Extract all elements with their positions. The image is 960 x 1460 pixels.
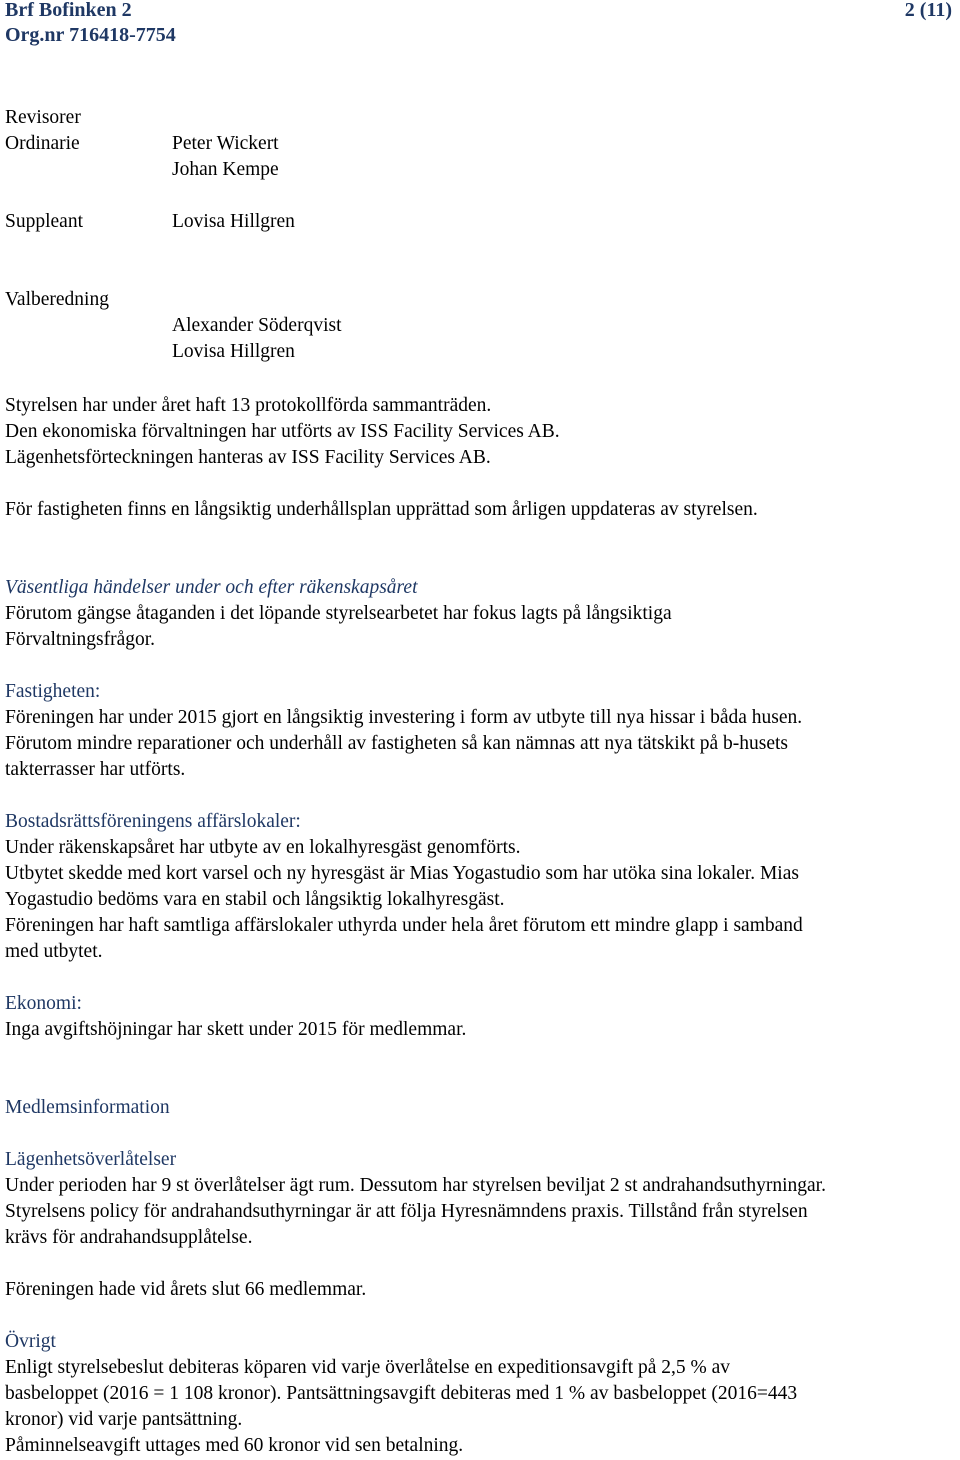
commercial-line: med utbytet. (5, 941, 103, 962)
property-line: Föreningen har under 2015 gjort en långsiktig investering i form av utbyte till nya hissar i båda husen. (5, 707, 803, 728)
commercial-heading: Bostadsrättsföreningens affärslokaler: (5, 811, 301, 832)
other-line: kronor) vid varje pantsättning. (5, 1409, 243, 1430)
transfers-line: Styrelsens policy för andrahandsuthyrningar är att följa Hyresnämndens praxis. Tillstånd från styrelsen (5, 1201, 808, 1222)
deputy-label: Suppleant (5, 211, 83, 232)
nomination-name: Lovisa Hillgren (172, 341, 295, 362)
property-heading: Fastigheten: (5, 681, 101, 702)
commercial-line: Föreningen har haft samtliga affärslokaler uthyrda under hela året förutom ett mindre glapp i samband (5, 915, 803, 936)
economy-line: Inga avgiftshöjningar har skett under 2015 för medlemmar. (5, 1019, 467, 1040)
commercial-line: Yogastudio bedöms vara en stabil och långsiktig lokalhyresgäst. (5, 889, 505, 910)
commercial-line: Utbytet skedde med kort varsel och ny hyresgäst är Mias Yogastudio som har utöka sina lokaler. Mias (5, 863, 799, 884)
property-line: Förutom mindre reparationer och underhåll av fastigheten så kan nämnas att nya tätskikt på b-husets (5, 733, 789, 754)
commercial-line: Under räkenskapsåret har utbyte av en lokalhyresgäst genomförts. (5, 837, 521, 858)
other-line: Påminnelseavgift uttages med 60 kronor vid sen betalning. (5, 1435, 464, 1456)
transfers-line: Under perioden har 9 st överlåtelser ägt rum. Dessutom har styrelsen beviljat 2 st andrahandsuthyrningar. (5, 1175, 826, 1196)
nomination-name: Alexander Söderqvist (172, 315, 342, 336)
other-line: Enligt styrelsebeslut debiteras köparen vid varje överlåtelse en expeditionsavgift på 2,5 % av (5, 1357, 731, 1378)
other-heading: Övrigt (5, 1331, 56, 1352)
ordinary-name: Johan Kempe (172, 159, 279, 180)
events-line: Förutom gängse åtaganden i det löpande styrelsearbetet har fokus lagts på långsiktiga (5, 603, 672, 624)
deputy-name: Lovisa Hillgren (172, 211, 295, 232)
member-count-text: Föreningen hade vid årets slut 66 medlemmar. (5, 1279, 367, 1300)
page-indicator: 2 (11) (904, 0, 952, 21)
ordinary-label: Ordinarie (5, 133, 80, 154)
events-heading: Väsentliga händelser under och efter räkenskapsåret (5, 577, 418, 598)
maintenance-plan-text: För fastigheten finns en långsiktig underhållsplan upprättad som årligen uppdateras av styrelsen. (5, 499, 758, 520)
board-info-line: Den ekonomiska förvaltningen har utförts av ISS Facility Services AB. (5, 421, 560, 442)
ordinary-name: Peter Wickert (172, 133, 279, 154)
transfers-line: krävs för andrahandsupplåtelse. (5, 1227, 253, 1248)
nomination-heading: Valberedning (5, 289, 109, 310)
other-line: basbeloppet (2016 = 1 108 kronor). Pantsättningsavgift debiteras med 1 % av basbeloppet (2016=443 (5, 1383, 798, 1404)
board-info-line: Styrelsen har under året haft 13 protokollförda sammanträden. (5, 395, 492, 416)
board-info-line: Lägenhetsförteckningen hanteras av ISS Facility Services AB. (5, 447, 491, 468)
property-line: takterrasser har utförts. (5, 759, 186, 780)
members-heading: Medlemsinformation (5, 1097, 170, 1118)
org-name: Brf Bofinken 2 (5, 0, 132, 21)
events-line: Förvaltningsfrågor. (5, 629, 156, 650)
transfers-heading: Lägenhetsöverlåtelser (5, 1149, 177, 1170)
auditors-heading: Revisorer (5, 107, 81, 128)
economy-heading: Ekonomi: (5, 993, 82, 1014)
org-number: Org.nr 716418-7754 (5, 24, 176, 46)
